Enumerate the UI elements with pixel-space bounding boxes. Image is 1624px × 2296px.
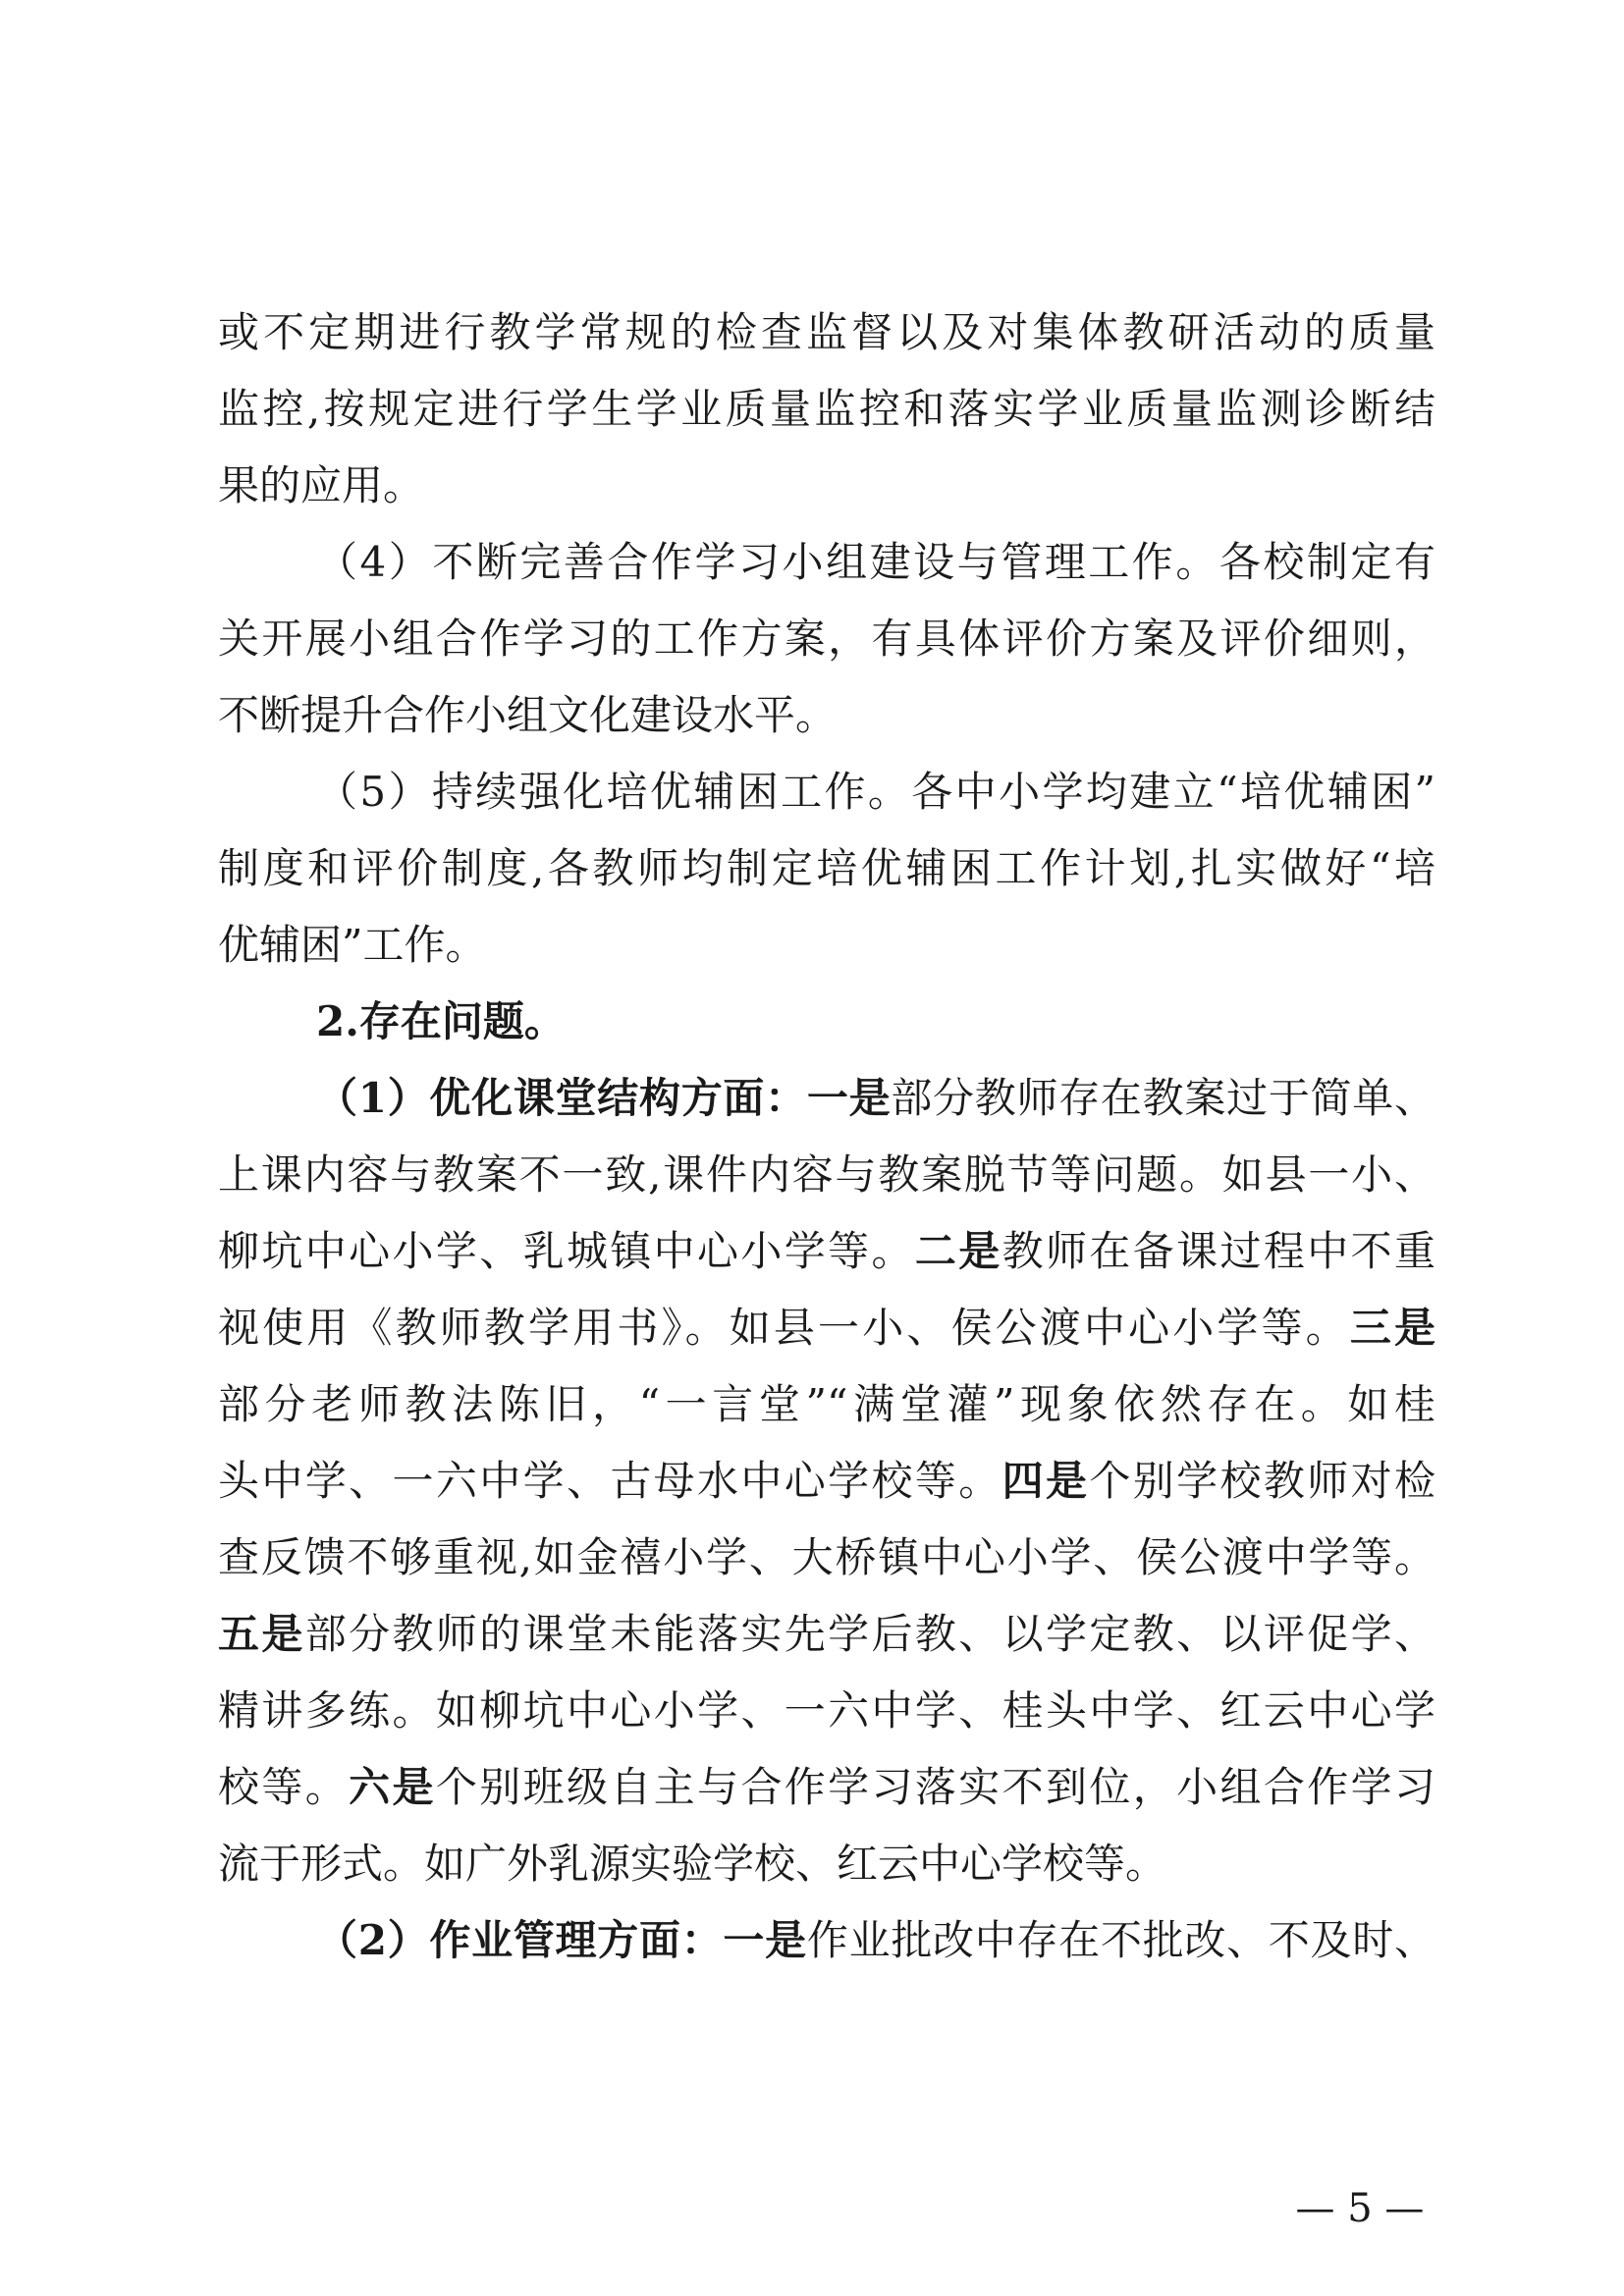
text-line: 果的应用。	[218, 461, 425, 509]
text-line: 查反馈不够重视,如金禧小学、大桥镇中心小学、侯公渡中学等。	[218, 1533, 1435, 1581]
text-line: 或不定期进行教学常规的检查监督以及对集体教研活动的质量	[218, 308, 1435, 356]
bold-lead: 二是	[914, 1227, 1002, 1275]
text-line: 五是部分教师的课堂未能落实先学后教、以学定教、以评促学、	[218, 1610, 1435, 1658]
text-line: 上课内容与教案不一致,课件内容与教案脱节等问题。如县一小、	[218, 1150, 1435, 1199]
bold-lead: 三是	[1349, 1304, 1435, 1352]
paragraph-4-line: （4）不断完善合作学习小组建设与管理工作。各校制定有	[316, 538, 1435, 586]
text-line: 视使用《教师教学用书》。如县一小、侯公渡中心小学等。三是	[218, 1304, 1435, 1352]
text-line: 柳坑中心小学、乳城镇中心小学等。二是教师在备课过程中不重	[218, 1227, 1435, 1275]
text-line: 部分老师教法陈旧，“一言堂”“满堂灌”现象依然存在。如桂	[218, 1380, 1435, 1428]
text-line: 流于形式。如广外乳源实验学校、红云中心学校等。	[218, 1840, 1167, 1888]
paragraph-5-line: （5）持续强化培优辅困工作。各中小学均建立“培优辅困”	[316, 768, 1435, 816]
text-line: 头中学、一六中学、古母水中心学校等。四是个别学校教师对检	[218, 1457, 1435, 1505]
section-heading: 2.存在问题。	[316, 997, 566, 1045]
page-number: — 5 —	[1295, 2186, 1425, 2231]
bold-lead: 六是	[349, 1763, 436, 1811]
bold-lead: 四是	[1001, 1457, 1090, 1505]
text-line: 校等。六是个别班级自主与合作学习落实不到位，小组合作学习	[218, 1763, 1435, 1811]
text-line: 精讲多练。如柳坑中心小学、一六中学、桂头中学、红云中心学	[218, 1686, 1435, 1735]
paragraph-1-line: （1）优化课堂结构方面：一是部分教师存在教案过于简单、	[316, 1074, 1435, 1122]
bold-lead: 五是	[218, 1610, 305, 1658]
document-body	[218, 294, 1435, 1979]
text-line: 监控,按规定进行学生学业质量监控和落实学业质量监测诊断结	[218, 385, 1435, 433]
text-line: 制度和评价制度,各教师均制定培优辅困工作计划,扎实做好“培	[218, 844, 1435, 892]
text-line: 优辅困”工作。	[218, 921, 487, 969]
text-line: 关开展小组合作学习的工作方案，有具体评价方案及评价细则，	[218, 614, 1435, 663]
bold-lead: （2）作业管理方面：一是	[316, 1916, 807, 1964]
paragraph-2-line: （2）作业管理方面：一是作业批改中存在不批改、不及时、	[316, 1916, 1435, 1964]
text-line: 不断提升合作小组文化建设水平。	[218, 691, 838, 739]
bold-lead: （1）优化课堂结构方面：一是	[316, 1074, 892, 1122]
